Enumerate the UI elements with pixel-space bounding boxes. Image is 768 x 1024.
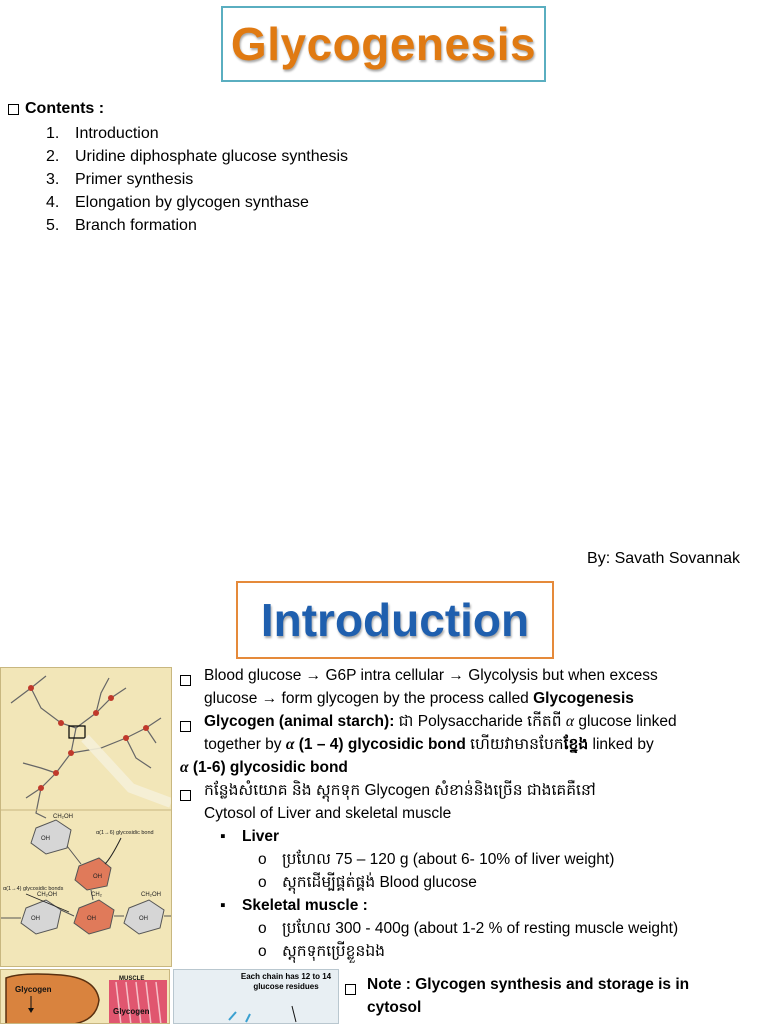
bullet-3-line-2: Cytosol of Liver and skeletal muscle (204, 805, 452, 822)
item-text: Elongation by glycogen synthase (75, 194, 309, 211)
bullet-2-line-1: Glycogen (animal starch): ជា Polysaccharide កើតពី α glucose linked (204, 713, 677, 730)
bullet-1-line-2: glucose → form glycogen by the process called Glycogenesis (204, 690, 634, 707)
intro-title-box (236, 581, 554, 659)
item-number: 5. (46, 217, 60, 234)
bullet-2 (180, 710, 764, 779)
checkbox-bullet-icon (8, 104, 19, 115)
glycogen-structure-figure (0, 667, 172, 967)
page-title: Glycogenesis (230, 18, 537, 70)
bullet-3 (180, 779, 764, 825)
glycogen-branches (11, 676, 161, 818)
square-bullet-icon: ▪ (220, 897, 226, 914)
muscle-label: MUSCLE (119, 976, 145, 982)
circle-bullet-icon: o (258, 874, 267, 891)
circle-bullet-icon: o (258, 920, 267, 937)
oh-label: OH (139, 916, 148, 922)
liver-subheading: ▪ Liver (180, 825, 764, 848)
item-number: 1. (46, 125, 60, 142)
note-text: Note : Glycogen synthesis and storage is in cytosol (367, 976, 690, 1016)
bullet-1-line-1: Blood glucose → G6P intra cellular → Glycolysis but when excess (204, 667, 658, 684)
bullet-1 (180, 664, 764, 710)
square-bullet-icon: ▪ (220, 828, 226, 845)
intro-title: Introduction (260, 594, 530, 646)
liver-muscle-figure (0, 969, 170, 1024)
bullet-2-line-2: together by α (1 – 4) glycosidic bond ហើយវាមានបែកខ្នែង linked by (204, 736, 654, 753)
list-item (46, 168, 348, 191)
list-item (46, 122, 348, 145)
oh-label: OH (93, 874, 102, 880)
item-text: Uridine diphosphate glucose synthesis (75, 148, 349, 165)
bond14-label: α(1→4) glycosidic bonds (3, 886, 64, 892)
bullet-2-line-3: α (1-6) glycosidic bond (180, 759, 348, 776)
liver-muscle-diagram (1, 970, 170, 1024)
checkbox-bullet-icon (345, 984, 356, 995)
list-item (46, 191, 348, 214)
ch2oh-label: CH₂OH (53, 814, 73, 820)
contents-label: Contents : (25, 100, 105, 117)
checkbox-bullet-icon (180, 721, 191, 732)
item-number: 3. (46, 171, 60, 188)
oh-label: OH (41, 836, 50, 842)
item-text: Primer synthesis (75, 171, 194, 188)
ch2oh-label: CH₂OH (141, 892, 161, 898)
ch2-label: CH₂ (91, 892, 102, 898)
bullet-3-line-1: កន្លែងសំយោគ និង ស្តុកទុក Glycogen សំខាន់និងច្រើន ជាងគេគឺនៅ (204, 782, 596, 799)
list-item (46, 214, 348, 237)
item-text: Introduction (75, 125, 159, 142)
circle-bullet-icon: o (258, 851, 267, 868)
byline: By: Savath Sovannak (587, 550, 740, 567)
muscle-detail-1: o ប្រហែល 300 - 400g (about 1-2 % of resting muscle weight) (180, 917, 764, 940)
contents-list (8, 122, 348, 237)
glycogen-label: Glycogen (15, 985, 52, 994)
muscle-detail-2: o ស្តុកទុកប្រើខ្លួនឯង (180, 940, 764, 963)
oh-label: OH (31, 916, 40, 922)
checkbox-bullet-icon (180, 790, 191, 801)
contents-header (8, 100, 348, 118)
item-number: 2. (46, 148, 60, 165)
muscle-subheading: ▪ Skeletal muscle : (180, 894, 764, 917)
list-item (46, 145, 348, 168)
item-number: 4. (46, 194, 60, 211)
note-box (345, 973, 745, 1019)
item-text: Branch formation (75, 217, 197, 234)
title-box (221, 6, 546, 82)
contents-section (8, 100, 348, 237)
ch2oh-label: CH₂OH (37, 892, 57, 898)
intro-body (180, 664, 764, 963)
checkbox-bullet-icon (180, 675, 191, 686)
liver-detail-1: o ប្រហែល 75 – 120 g (about 6- 10% of liver weight) (180, 848, 764, 871)
bond16-label: α(1→6) glycosidic bond (96, 830, 154, 836)
chain-diagram (174, 970, 339, 1024)
circle-bullet-icon: o (258, 943, 267, 960)
chain-label: Each chain has 12 to 14 glucose residues (240, 972, 332, 991)
liver-detail-2: o ស្តុកដើម្បីផ្គត់ផ្គង់ Blood glucose (180, 871, 764, 894)
oh-label: OH (87, 916, 96, 922)
glycogen-diagram (1, 668, 171, 966)
glycogen-label: Glycogen (113, 1007, 150, 1016)
chain-figure (173, 969, 339, 1024)
